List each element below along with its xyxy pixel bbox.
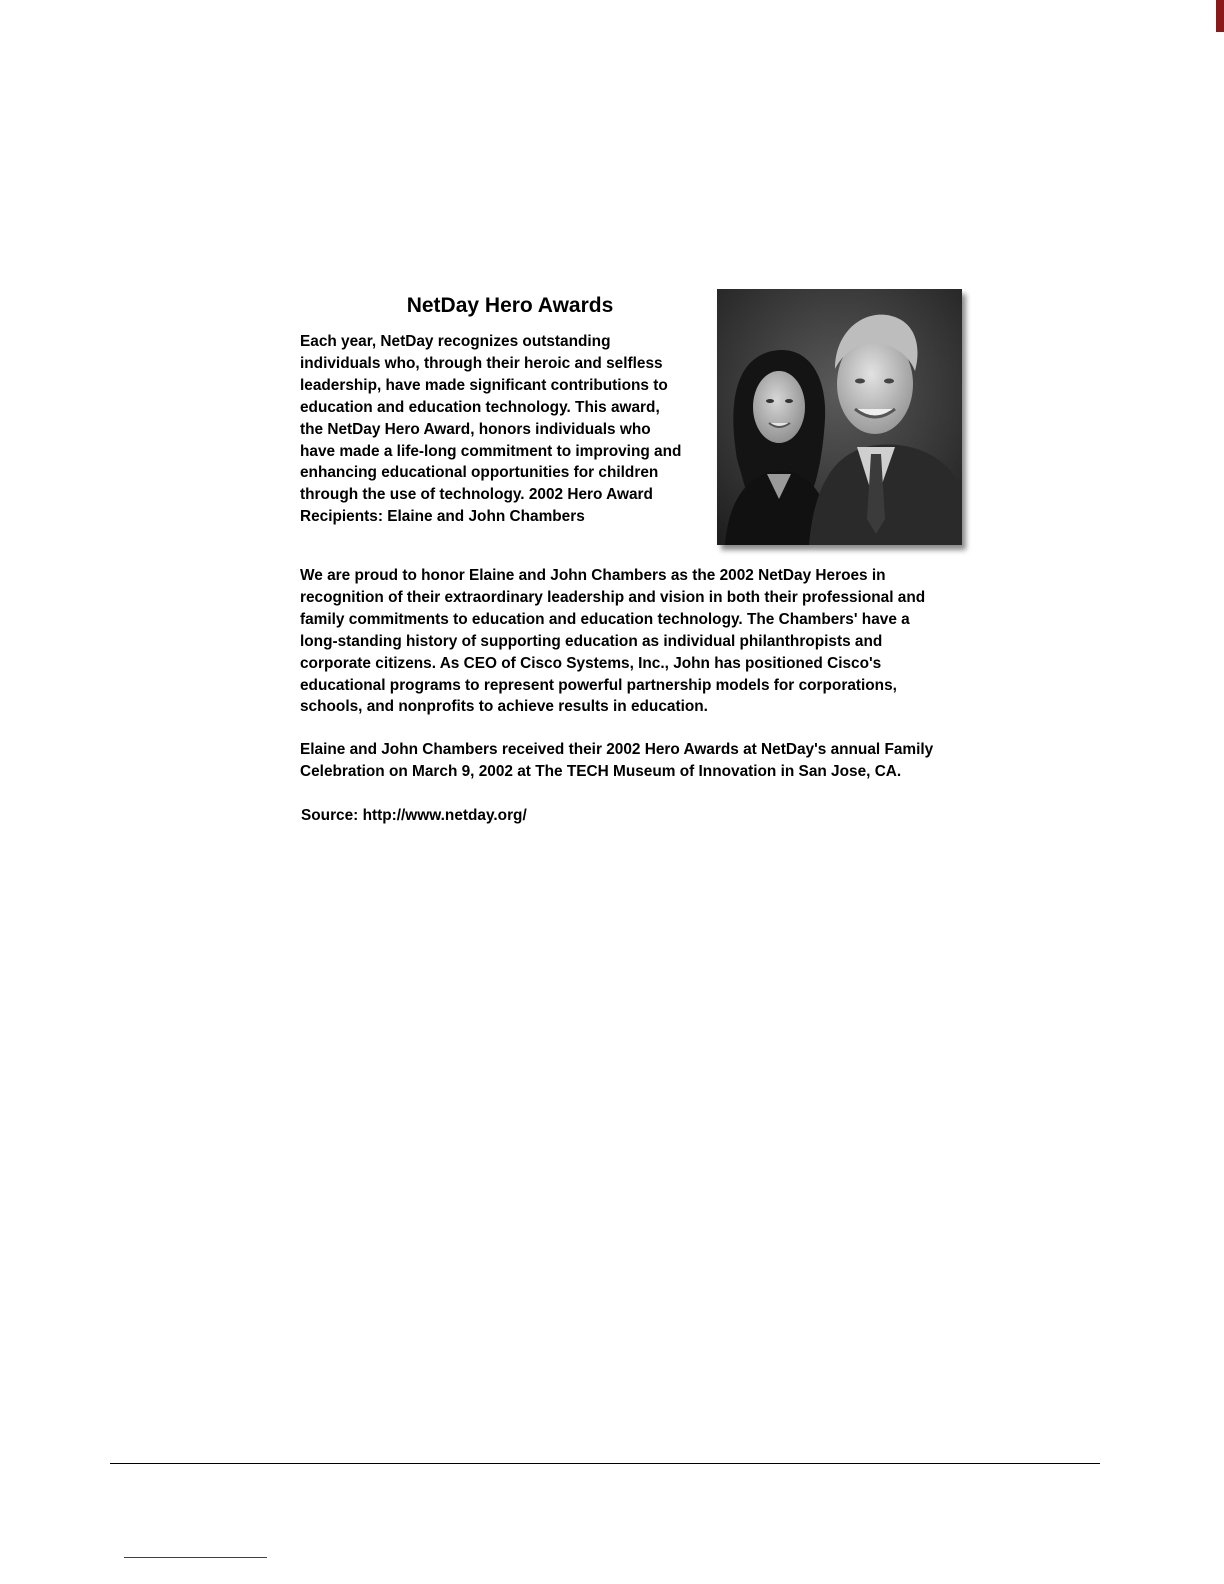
intro-paragraph: Each year, NetDay recognizes outstanding individuals who, through their heroic and selfless leadership, have made significant contributions to education and education technology. This award, the NetDay Hero Award, honors individuals who have made a life-long commitment to improving and enhancing educational opportunities for children through the use of technology. 2002 Hero Award Recipients: Elaine and John Chambers (300, 333, 682, 526)
award-ceremony-paragraph: Elaine and John Chambers received their 2002 Hero Awards at NetDay's annual Family Celebration on March 9, 2002 at The TECH Museum of Innovation in San Jose, CA. (300, 741, 934, 780)
source-line: Source: http://www.netday.org/ (301, 807, 527, 824)
footer-divider (110, 1463, 1100, 1464)
honor-paragraph: We are proud to honor Elaine and John Chambers as the 2002 NetDay Heroes in recognition of their extraordinary leadership and vision in both their professional and family commitments to education and education technology. The Chambers' have a long-standing history of supporting education as individual philanthropists and corporate citizens. As CEO of Cisco Systems, Inc., John has positioned Cisco's educational programs to represent powerful partnership models for corporations, schools, and nonprofits to achieve results in education. (300, 567, 926, 716)
page-title: NetDay Hero Awards (406, 294, 614, 317)
recipients-photo (717, 289, 962, 545)
portrait-photo-icon (717, 289, 962, 545)
footnote-divider (124, 1557, 267, 1558)
page-edge-marker (1216, 0, 1224, 32)
